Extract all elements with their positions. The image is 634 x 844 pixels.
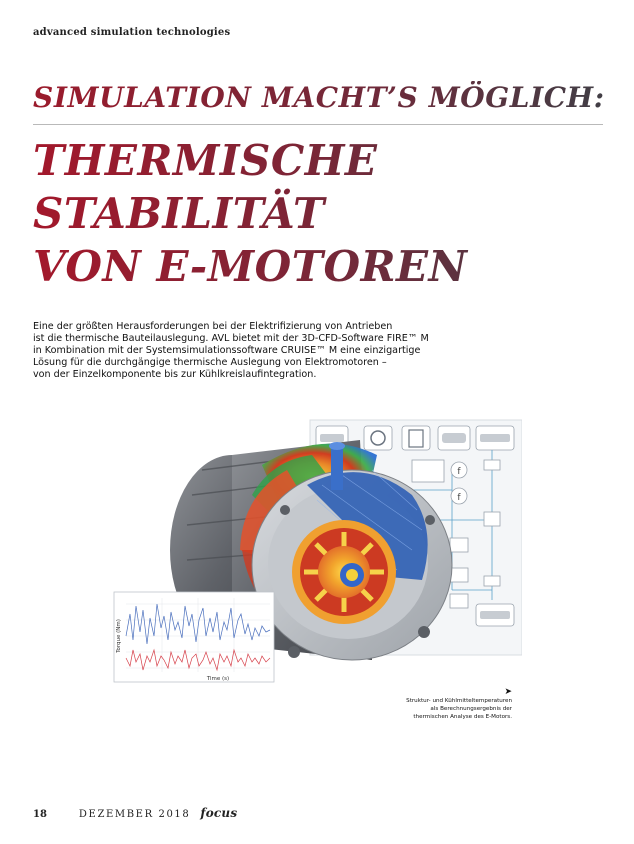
issue-date: DEZEMBER 2018 [78,809,191,820]
intro-line-4: Lösung für die durchgängige thermische Auslegung von Elektromotoren – [33,357,387,368]
intro-line-2: ist die thermische Bauteilauslegung. AVL bietet mit der 3D-CFD-Software FIRE™ M [33,333,429,344]
headline-line-2: STABILITÄT [33,189,325,238]
caption-arrow-icon: ➤ [504,687,512,697]
motor-simulation-figure [112,400,522,690]
kicker-rule [33,124,603,125]
intro-line-3: in Kombination mit der Systemsimulationssoftware CRUISE™ M eine einzigartige [33,345,421,356]
torque-plot-xlabel: Time (s) [206,676,230,682]
magazine-logo: focus [200,806,238,820]
caption-line-3: thermischen Analyse des E-Motors. [413,714,512,720]
page-footer [33,806,237,820]
intro-line-5: von der Einzelkomponente bis zur Kühlkreislaufintegration. [33,369,317,380]
svg-text:f: f [457,493,461,503]
headline [33,134,613,293]
svg-text:f: f [457,467,461,477]
caption-line-2: als Berechnungsergebnis der [430,706,512,712]
caption-line-1: Struktur- und Kühlmitteltemperaturen [406,698,512,704]
headline-line-3: VON E-MOTOREN [33,242,468,291]
page-number: 18 [33,809,47,820]
intro-paragraph [33,321,473,381]
headline-line-1: THERMISCHE [33,136,378,185]
torque-plot-ylabel: Torque (Nm) [116,619,122,653]
section-label: advanced simulation technologies [33,27,231,38]
intro-line-1: Eine der größten Herausforderungen bei der Elektrifizierung von Antrieben [33,321,393,332]
figure-caption [292,688,512,721]
figure-graphic [112,400,522,690]
kicker-heading: SIMULATION MACHT’S MÖGLICH: [33,81,613,114]
torque-plot [114,592,274,682]
